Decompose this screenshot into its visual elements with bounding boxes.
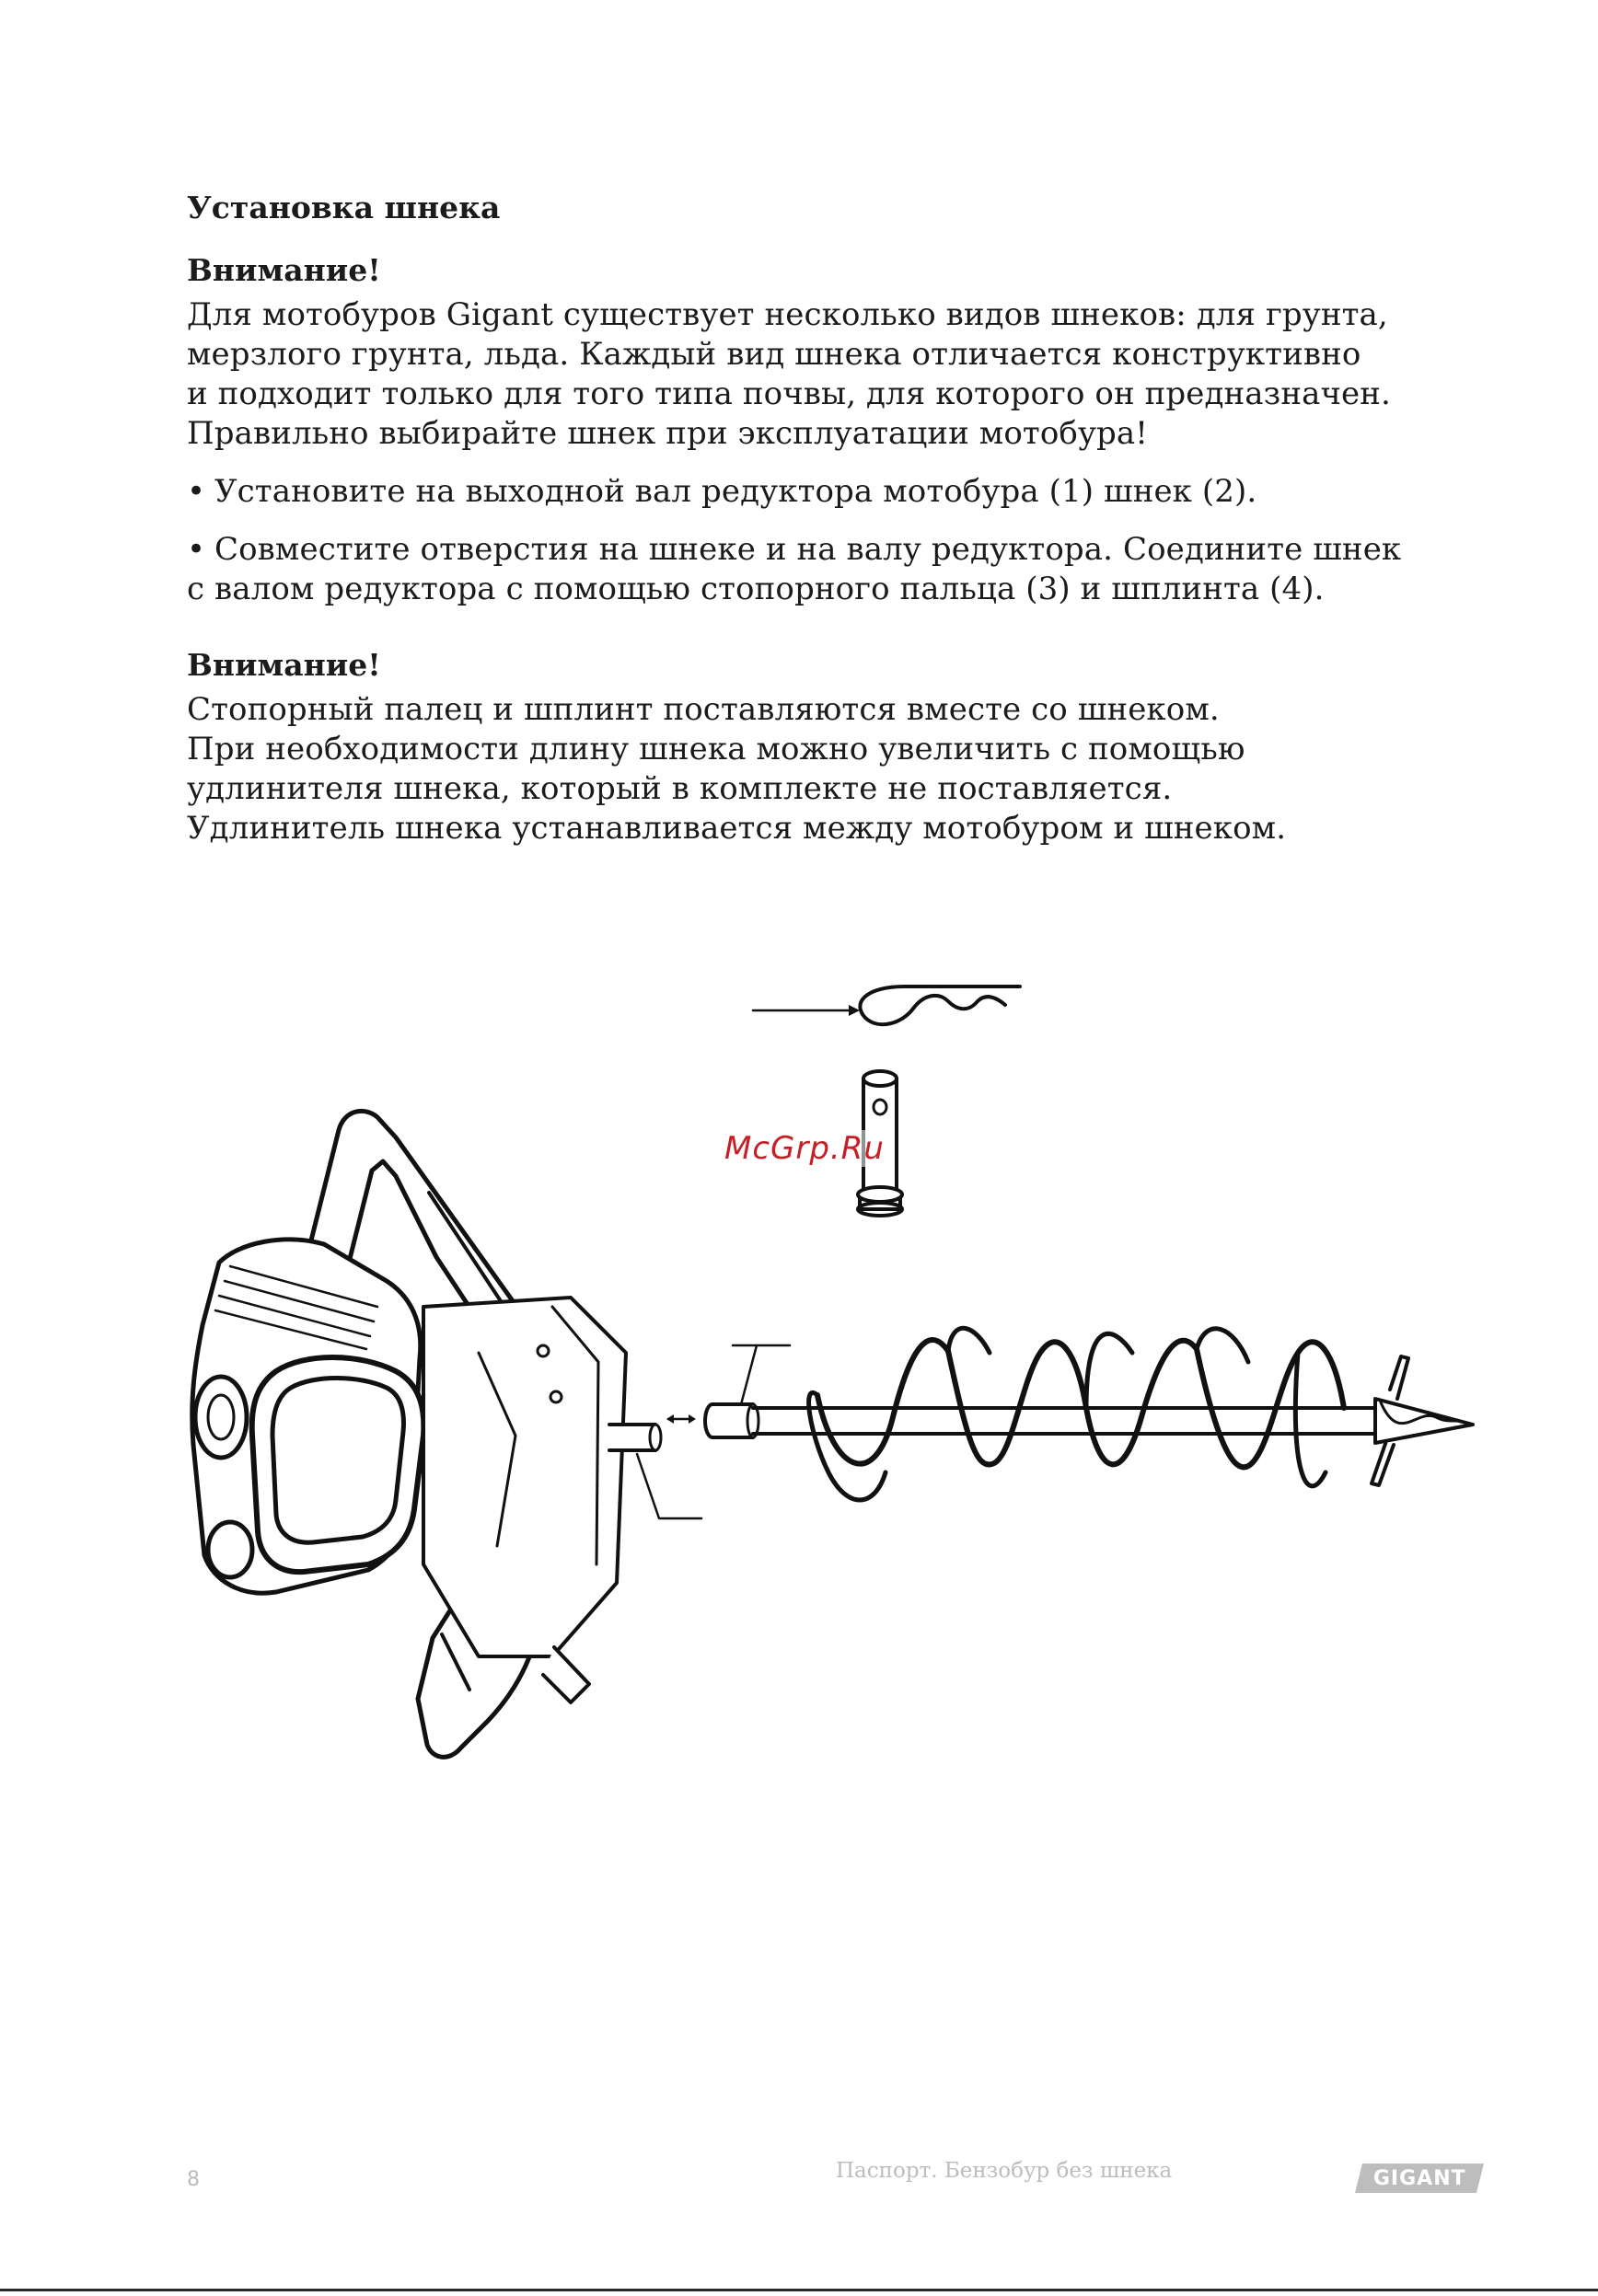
warning-1-line: Для мотобуров Gigant существует несколько видов шнеков: для грунта, (187, 296, 1388, 333)
warning-2-line: удлинителя шнека, который в комплекте не поставляется. (187, 770, 1173, 807)
gigant-logo (1355, 2163, 1484, 2193)
page-number: 8 (187, 2168, 200, 2191)
bullet-mark: • (187, 473, 206, 510)
warning-1-line: мерзлого грунта, льда. Каждый вид шнека отличается конструктивно (187, 336, 1361, 373)
motor-drill (192, 1111, 701, 1757)
cotter-pin (753, 986, 1020, 1024)
warning-1-line: Правильно выбирайте шнек при эксплуатации мотобура! (187, 415, 1149, 452)
page-bottom-rule (0, 2289, 1598, 2291)
step-2-text: с валом редуктора с помощью стопорного пальца (3) и шплинта (4). (187, 571, 1325, 607)
watermark: McGrp.Ru (721, 1130, 888, 1167)
warning-heading-2: Внимание! (187, 647, 381, 683)
connection-arrow (666, 1414, 696, 1424)
warning-2-line: Стопорный палец и шплинт поставляются вместе со шнеком. (187, 691, 1220, 728)
warning-2-line: При необходимости длину шнека можно увеличить с помощью (187, 731, 1245, 767)
bullet-mark: • (187, 531, 206, 568)
warning-1-line: и подходит только для того типа почвы, для которого он предназначен. (187, 375, 1391, 412)
warning-2-line: Удлинитель шнека устанавливается между мотобуром и шнеком. (187, 810, 1287, 847)
warning-heading-1: Внимание! (187, 252, 381, 288)
footer-title: Паспорт. Бензобур без шнека (836, 2159, 1173, 2183)
section-title: Установка шнека (187, 190, 501, 225)
auger (705, 1328, 1473, 1500)
step-1-text: Установите на выходной вал редуктора мотобура (1) шнек (2). (214, 473, 1257, 510)
step-2-text: Совместите отверстия на шнеке и на валу редуктора. Соедините шнек (214, 531, 1402, 568)
logo-text: GIGANT (1372, 2166, 1466, 2190)
